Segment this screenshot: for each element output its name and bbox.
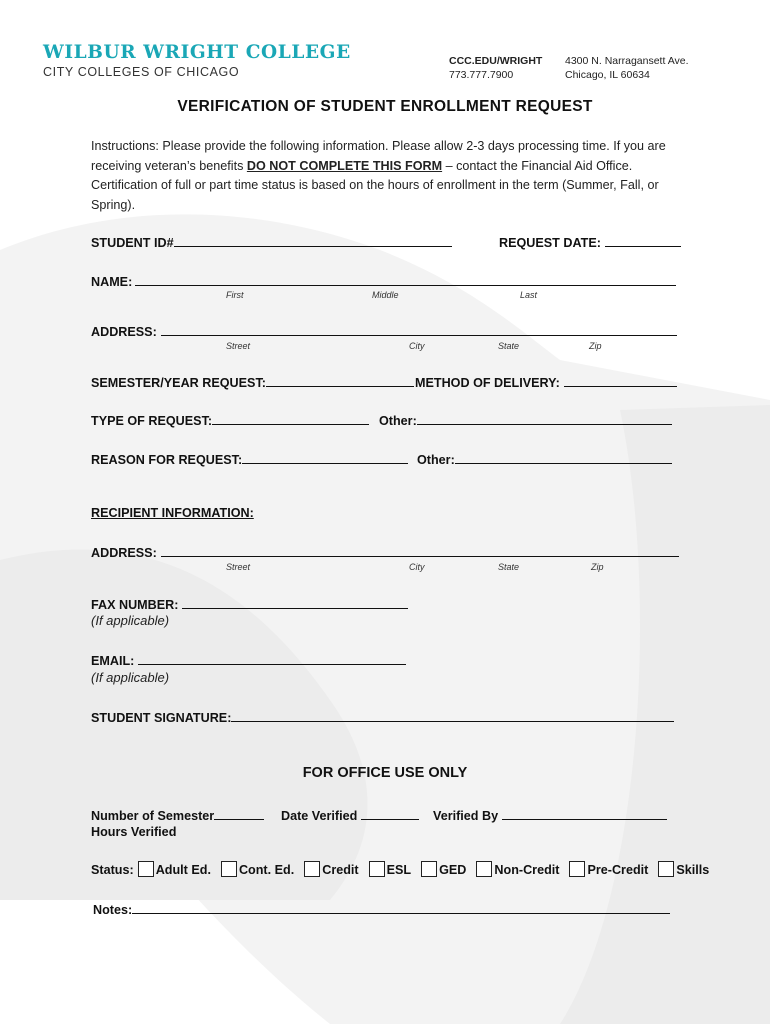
address-state-caption: State	[498, 341, 520, 351]
method-delivery-label: METHOD OF DELIVERY:	[415, 376, 560, 390]
type-request-label: TYPE OF REQUEST:	[91, 414, 213, 428]
notes-line[interactable]	[132, 900, 670, 914]
recipient-address-label: ADDRESS:	[91, 546, 157, 560]
status-option-pre-credit: Pre-Credit	[587, 863, 649, 877]
method-delivery-field[interactable]	[415, 373, 677, 392]
reason-request-field[interactable]	[91, 450, 408, 469]
address-zip-caption: Zip	[589, 341, 602, 351]
address-field[interactable]	[91, 322, 677, 341]
semester-year-label: SEMESTER/YEAR REQUEST:	[91, 376, 266, 390]
fax-if-applicable: (If applicable)	[91, 613, 170, 628]
fax-line[interactable]	[182, 595, 408, 609]
type-other-line[interactable]	[417, 411, 672, 425]
status-checkbox-ged[interactable]	[421, 861, 437, 877]
status-option-credit: Credit	[322, 863, 359, 877]
reason-request-line[interactable]	[242, 450, 408, 464]
fax-label: FAX NUMBER:	[91, 598, 179, 612]
student-id-field[interactable]	[91, 233, 452, 252]
address-city-caption: City	[409, 341, 425, 351]
status-checkbox-adult-ed[interactable]	[138, 861, 154, 877]
instructions-text-before: Instructions: Please provide the following information. Please allow 2-3 days processing time. If you are receiving veteran’s benefits	[91, 139, 666, 173]
date-verified-label: Date Verified	[281, 809, 358, 823]
status-checkbox-cont-ed[interactable]	[221, 861, 237, 877]
status-row	[91, 861, 715, 877]
recipient-street-caption: Street	[226, 562, 251, 572]
email-field[interactable]	[91, 651, 406, 670]
status-checkbox-esl[interactable]	[369, 861, 385, 877]
request-date-field[interactable]	[499, 233, 681, 252]
website-text: CCC.EDU/WRIGHT	[449, 55, 543, 67]
address-line[interactable]	[161, 322, 677, 336]
instructions-warning: DO NOT COMPLETE THIS FORM	[246, 158, 443, 173]
form-title: VERIFICATION OF STUDENT ENROLLMENT REQUEST	[177, 98, 593, 115]
method-delivery-line[interactable]	[564, 373, 677, 387]
email-label: EMAIL:	[91, 654, 135, 668]
status-checkbox-pre-credit[interactable]	[569, 861, 585, 877]
status-option-adult-ed: Adult Ed.	[155, 863, 211, 877]
type-request-field[interactable]	[91, 411, 369, 430]
reason-other-field[interactable]	[417, 450, 672, 469]
semester-hours-field[interactable]	[91, 806, 264, 825]
type-request-line[interactable]	[212, 411, 369, 425]
status-option-ged: GED	[439, 863, 467, 877]
request-date-label: REQUEST DATE:	[499, 236, 601, 250]
status-checkbox-credit[interactable]	[304, 861, 320, 877]
type-other-field[interactable]	[379, 411, 672, 430]
name-line[interactable]	[135, 272, 676, 286]
recipient-state-caption: State	[498, 562, 520, 572]
recipient-zip-caption: Zip	[591, 562, 604, 572]
date-verified-line[interactable]	[361, 806, 419, 820]
reason-other-line[interactable]	[455, 450, 672, 464]
request-date-line[interactable]	[605, 233, 681, 247]
address-line-1: 4300 N. Narragansett Ave.	[565, 55, 689, 67]
notes-field[interactable]	[93, 900, 670, 919]
status-checkbox-non-credit[interactable]	[476, 861, 492, 877]
verified-by-field[interactable]	[433, 806, 667, 825]
semester-hours-label: Number of Semester	[91, 809, 215, 823]
office-use-title: FOR OFFICE USE ONLY	[302, 765, 468, 781]
status-option-esl: ESL	[386, 863, 412, 877]
name-field[interactable]	[91, 272, 676, 291]
address-line-2: Chicago, IL 60634	[565, 69, 650, 81]
status-option-cont-ed: Cont. Ed.	[238, 863, 295, 877]
address-label: ADDRESS:	[91, 325, 157, 339]
student-id-line[interactable]	[174, 233, 452, 247]
notes-label: Notes:	[93, 903, 133, 917]
semester-hours-line[interactable]	[214, 806, 264, 820]
name-label: NAME:	[91, 275, 133, 289]
status-checkbox-skills[interactable]	[658, 861, 674, 877]
signature-field[interactable]	[91, 708, 674, 727]
email-if-applicable: (If applicable)	[91, 670, 170, 685]
verified-by-line[interactable]	[502, 806, 667, 820]
recipient-city-caption: City	[409, 562, 425, 572]
date-verified-field[interactable]	[281, 806, 419, 825]
recipient-address-field[interactable]	[91, 543, 679, 562]
college-logo-subtitle: CITY COLLEGES OF CHICAGO	[43, 65, 240, 79]
signature-label: STUDENT SIGNATURE:	[91, 711, 232, 725]
name-middle-caption: Middle	[372, 290, 399, 300]
semester-year-field[interactable]	[91, 373, 414, 392]
contact-web-phone	[449, 54, 542, 82]
address-street-caption: Street	[226, 341, 251, 351]
status-option-non-credit: Non-Credit	[494, 863, 560, 877]
phone-text: 773.777.7900	[449, 69, 514, 81]
status-option-skills: Skills	[676, 863, 710, 877]
recipient-heading: RECIPIENT INFORMATION:	[91, 506, 254, 520]
student-id-label: STUDENT ID#	[91, 236, 174, 250]
status-label: Status:	[91, 863, 134, 877]
contact-address	[565, 54, 689, 82]
recipient-address-line[interactable]	[161, 543, 679, 557]
type-other-label: Other:	[379, 414, 417, 428]
verified-by-label: Verified By	[433, 809, 499, 823]
college-logo-title: WILBUR WRIGHT COLLEGE	[43, 42, 351, 63]
email-line[interactable]	[138, 651, 406, 665]
reason-request-label: REASON FOR REQUEST:	[91, 453, 243, 467]
name-first-caption: First	[226, 290, 244, 300]
reason-other-label: Other:	[417, 453, 455, 467]
name-last-caption: Last	[520, 290, 538, 300]
instructions-paragraph	[91, 137, 686, 215]
semester-year-line[interactable]	[266, 373, 414, 387]
signature-line[interactable]	[231, 708, 674, 722]
semester-hours-label-2: Hours Verified	[91, 825, 177, 839]
fax-field[interactable]	[91, 595, 408, 614]
instructions-text-after: – contact the Financial Aid Office. Certification of full or part time status is based on the hours of enrollment in the term (Summer, Fall, or Spring).	[91, 158, 659, 212]
